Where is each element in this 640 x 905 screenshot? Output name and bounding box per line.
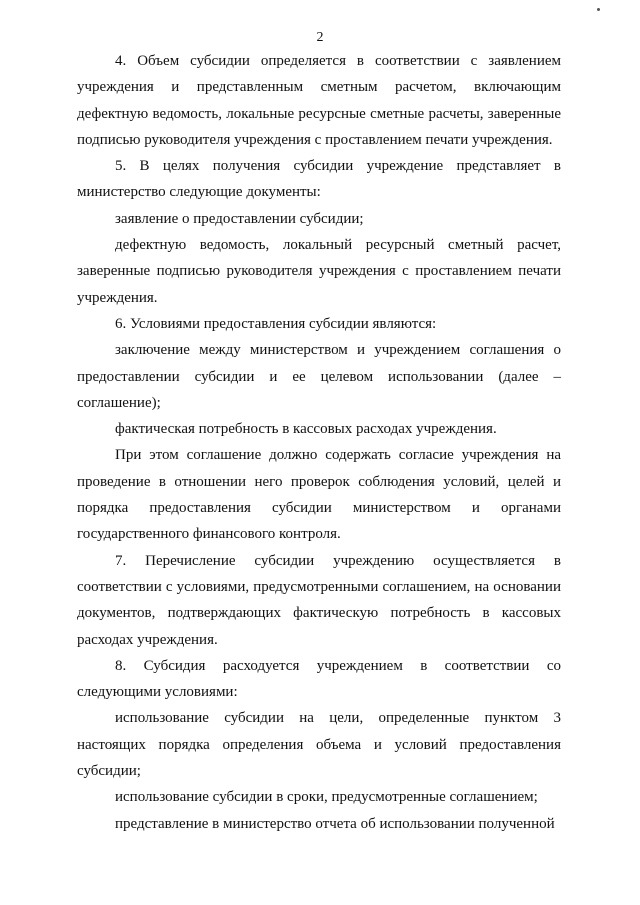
paragraph-4-subsidy-volume: 4. Объем субсидии определяется в соответствии с заявлением учреждения и представленным сметным расчетом, включающим дефектную ведомость, локальные ресурсные сметные расчеты, заверенные подписью руководителя учреждения с проставлением печати учреждения. [77, 53, 561, 148]
list-item-report: представление в министерство отчета об использовании полученной [115, 815, 555, 832]
document-body [77, 48, 561, 837]
paragraph-8-spending-conditions: 8. Субсидия расходуется учреждением в соответствии со следующими условиями: [77, 657, 561, 701]
list-item-purpose-use: использование субсидии на цели, определенные пунктом 3 настоящих порядка определения объема и условий предоставления субсидии; [77, 710, 561, 780]
paragraph-7-transfer: 7. Перечисление субсидии учреждению осуществляется в соответствии с условиями, предусмотренными соглашением, на основании документов, подтверждающих фактическую потребность в кассовых расходах учреждения. [77, 552, 561, 648]
page-number: 2 [316, 30, 324, 45]
scan-speck [597, 8, 600, 11]
list-item-actual-need: фактическая потребность в кассовых расходах учреждения. [115, 421, 497, 438]
paragraph-agreement-consent: При этом соглашение должно содержать согласие учреждения на проведение в отношении него проверок соблюдения условий, целей и порядка предоставления субсидии министерством и органами государственного финансового контроля. [77, 447, 561, 543]
list-item-defect-statement: дефектную ведомость, локальный ресурсный сметный расчет, заверенные подписью руководителя учреждения с проставлением печати учреждения. [77, 237, 561, 306]
paragraph-6-conditions: 6. Условиями предоставления субсидии являются: [115, 315, 437, 332]
paragraph-5-documents: 5. В целях получения субсидии учреждение представляет в министерство следующие документы: [77, 158, 561, 201]
list-item-application: заявление о предоставлении субсидии; [115, 210, 364, 227]
list-item-agreement: заключение между министерством и учреждением соглашения о предоставлении субсидии и ее целевом использовании (далее – соглашение); [77, 342, 561, 411]
list-item-term-use: использование субсидии в сроки, предусмотренные соглашением; [115, 789, 538, 806]
